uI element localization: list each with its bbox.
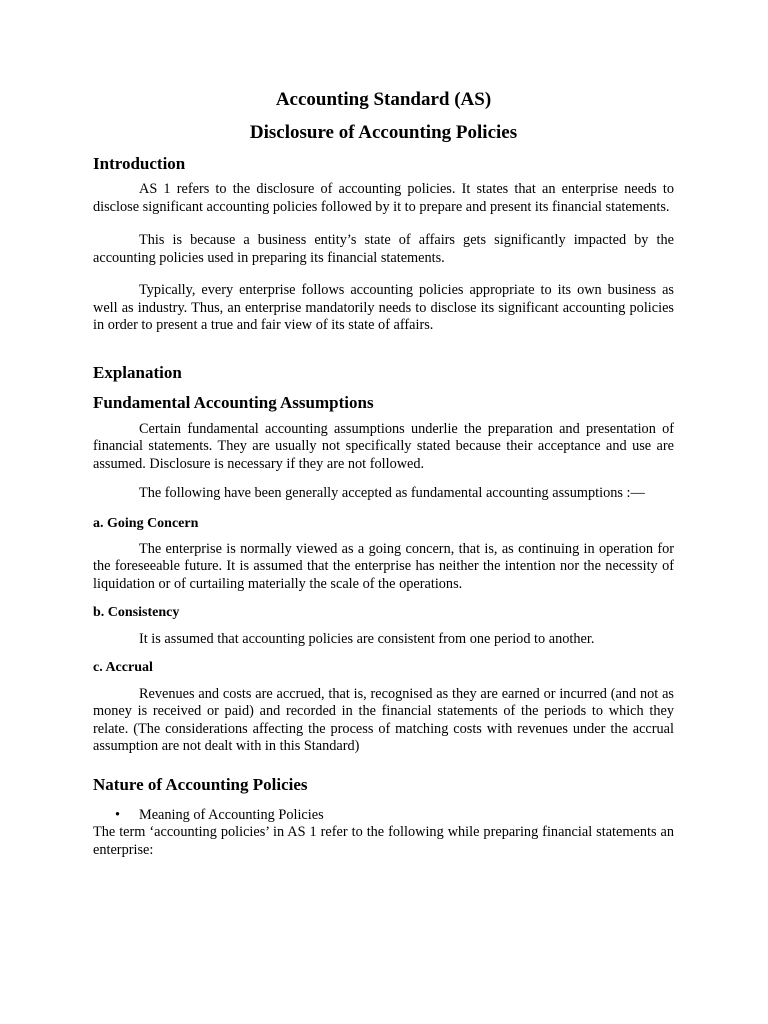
consistency-heading: b. Consistency [93, 605, 180, 620]
fundamental-assumptions-heading: Fundamental Accounting Assumptions [93, 392, 374, 412]
introduction-heading: Introduction [93, 154, 186, 173]
bullet-text: Meaning of Accounting Policies [139, 806, 324, 823]
introduction-paragraph-3: Typically, every enterprise follows accounting policies appropriate to its own business as well as industry. Thus, an enterprise mandatorily needs to disclose its significant accounting policies in order to present a true and fair view of its state of affairs. [93, 282, 674, 333]
consistency-text: It is assumed that accounting policies are consistent from one period to another. [139, 631, 595, 647]
bullet-item [93, 807, 674, 825]
explanation-heading: Explanation [93, 362, 182, 382]
document-subtitle: Disclosure of Accounting Policies [249, 122, 518, 143]
introduction-paragraph-1: AS 1 refers to the disclosure of accounting policies. It states that an enterprise needs to disclose significant accounting policies followed by it to prepare and present its financial statements. [93, 181, 674, 215]
introduction-paragraph-2: This is because a business entity’s state of affairs gets significantly impacted by the accounting policies used in preparing its financial statements. [93, 232, 674, 266]
bullet-icon: • [115, 806, 121, 823]
nature-heading: Nature of Accounting Policies [93, 774, 308, 794]
accrual-heading: c. Accrual [93, 659, 153, 675]
document-title: Accounting Standard (AS) [275, 89, 492, 110]
document-page [93, 88, 674, 859]
assumptions-paragraph-2: The following have been generally accepted as fundamental accounting assumptions :— [139, 485, 645, 501]
nature-text: The term ‘accounting policies’ in AS 1 refer to the following while preparing financial statements an enterprise: [93, 824, 674, 858]
going-concern-heading: a. Going Concern [93, 515, 199, 531]
assumptions-paragraph-1: Certain fundamental accounting assumptions underlie the preparation and presentation of financial statements. They are usually not specifically stated because their acceptance and use are assumed. Disclosure is necessary if they are not followed. [93, 420, 674, 472]
accrual-text: Revenues and costs are accrued, that is, recognised as they are earned or incurred (and not as money is received or paid) and recorded in the financial statements of the periods to which they relate. (The considerations affecting the process of matching costs with revenues under the accrual assumption are not dealt with in this Standard) [93, 685, 674, 754]
going-concern-text: The enterprise is normally viewed as a going concern, that is, as continuing in operation for the foreseeable future. It is assumed that the enterprise has neither the intention nor the necessity of liquidation or of curtailing materially the scale of the operations. [93, 540, 674, 592]
